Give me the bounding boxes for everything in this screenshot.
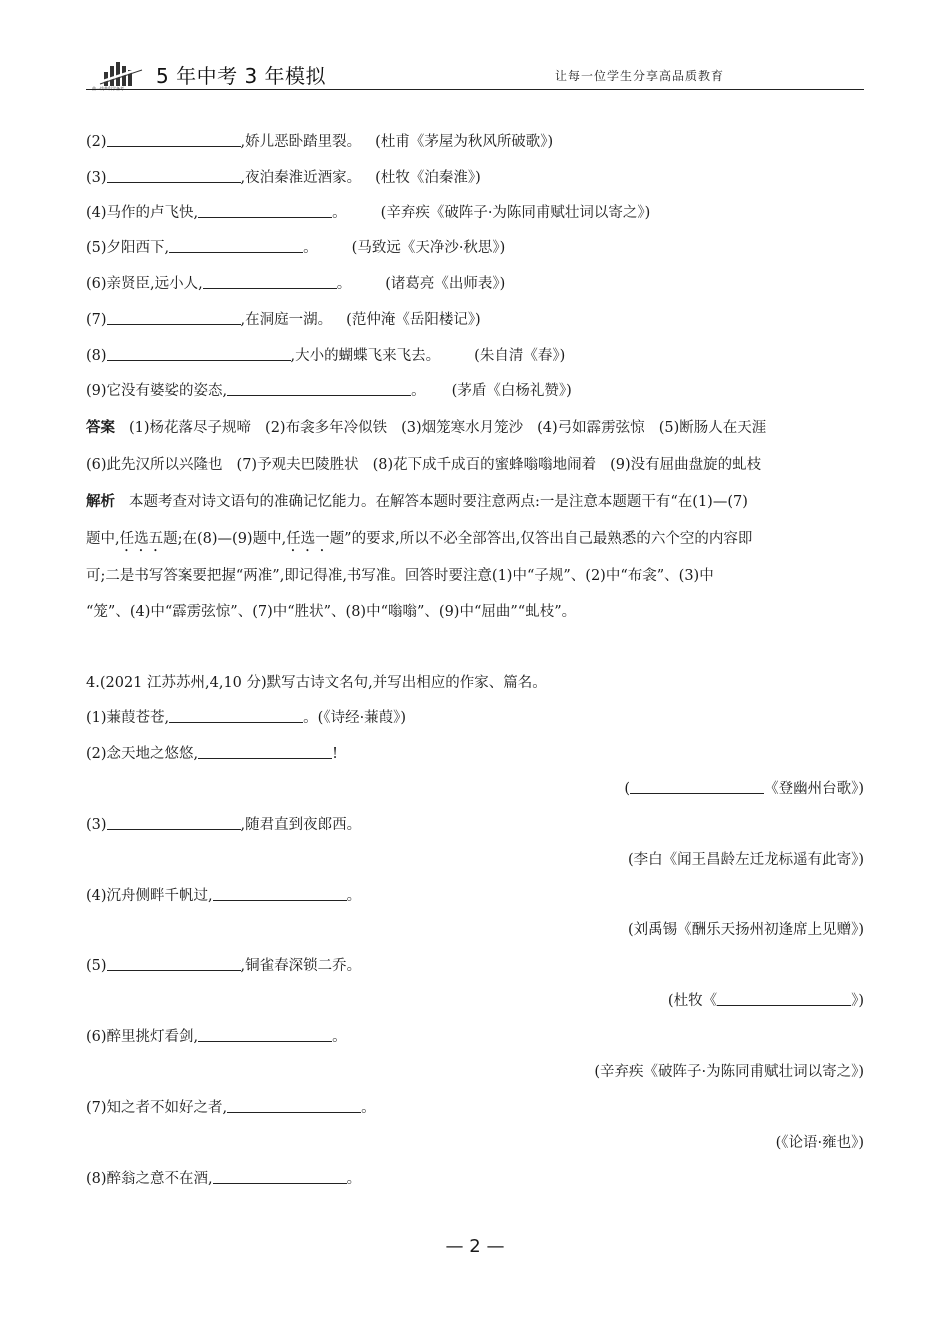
answer-line-2: (6)此先汉所以兴隆也 (7)予观夫巴陵胜状 (8)花下成千成百的蜜蜂嗡嗡地闹着 (9)没有屈曲盘旋的虬枝 [86,457,762,473]
slogan: 让每一位学生分享高品质教育 [554,69,724,83]
answer-blank[interactable] [203,274,337,289]
answer-blank[interactable] [213,886,347,901]
bar-chart-icon [98,58,144,88]
q4-title: 4.(2021 江苏苏州,4,10 分)默写古诗文名句,并写出相应的作家、篇名。 [86,675,547,691]
q4-item-6-source: (辛弃疾《破阵子·为陈同甫赋壮词以寄之》) [594,1064,864,1080]
q4-item-4: (4)沉舟侧畔千帆过, 。 [86,888,362,904]
analysis-line-4: “笼”、(4)中“霹雳弦惊”、(7)中“胜状”、(8)中“嗡嗡”、(9)中“屈曲”“虬枝”。 [86,604,577,620]
answer-blank[interactable] [198,1027,332,1042]
author-blank[interactable] [630,779,764,794]
answer-blank[interactable] [198,203,332,218]
q4-item-5-source: (杜牧《 》) [667,993,864,1009]
answer-blank[interactable] [107,815,241,830]
brand-title: 5 年中考 3 年模拟 [156,64,327,88]
q4-item-8: (8)醉翁之意不在酒, 。 [86,1171,362,1187]
answer-blank[interactable] [107,310,241,325]
q3-item-6: (6)亲贤臣,远小人, 。 (诸葛亮《出师表》) [86,276,506,292]
header-rule [86,89,864,90]
q3-item-7: (7) ,在洞庭一湖。 (范仲淹《岳阳楼记》) [86,312,481,328]
answer-blank[interactable] [169,708,303,723]
analysis-label: 解析 [86,494,115,510]
analysis-line-3: 可;二是书写答案要把握“两准”,即记得准,书写准。回答时要注意(1)中“子规”、(2)中“布衾”、(3)中 [86,568,714,584]
answer-blank[interactable] [107,132,241,147]
q3-item-8: (8) ,大小的蝴蝶飞来飞去。 (朱自清《春》) [86,348,566,364]
q3-item-3: (3) ,夜泊秦淮近酒家。 (杜牧《泊秦淮》) [86,170,481,186]
q4-item-7: (7)知之者不如好之者, 。 [86,1100,376,1116]
q4-item-3: (3) ,随君直到夜郎西。 [86,817,362,833]
q4-item-5: (5) ,铜雀春深锁二乔。 [86,958,362,974]
q4-item-7-source: (《论语·雍也》) [775,1135,864,1151]
emphasis-text: 任选一 [286,531,330,547]
answer-blank[interactable] [107,956,241,971]
answer-label: 答案 [86,420,115,436]
emphasis-text: 任选五 [119,531,164,547]
q4-item-3-source: (李白《闻王昌龄左迁龙标遥有此寄》) [627,852,864,868]
q3-item-9: (9)它没有婆娑的姿态, 。 (茅盾《白杨礼赞》) [86,383,572,399]
answer-blank[interactable] [227,381,411,396]
analysis-line-2: 题中,任选五题;在(8)—(9)题中,任选一题”的要求,所以不必全部答出,仅答出自己最熟悉的六个空的内容即 [86,531,753,547]
answer-line-1: 答案 (1)杨花落尽子规啼 (2)布衾多年冷似铁 (3)烟笼寒水月笼沙 (4)弓如霹雳弦惊 (5)断肠人在天涯 [86,420,767,436]
page-number: — 2 — [445,1236,505,1257]
answer-blank[interactable] [213,1169,347,1184]
q3-item-2: (2) ,娇儿恶卧踏里裂。 (杜甫《茅屋为秋风所破歌》) [86,134,554,150]
logo-text: 曲一线®科学备考 [92,86,124,91]
q4-item-1: (1)蒹葭苍苍, 。(《诗经·蒹葭》) [86,710,407,726]
q4-item-6: (6)醉里挑灯看剑, 。 [86,1029,347,1045]
page-header [86,52,864,94]
title-blank[interactable] [717,991,851,1006]
analysis-line-1: 解析 本题考查对诗文语句的准确记忆能力。在解答本题时要注意两点:一是注意本题题干有“在(1)—(7) [86,494,748,510]
answer-blank[interactable] [198,744,332,759]
answer-blank[interactable] [227,1098,361,1113]
q4-item-2: (2)念天地之悠悠, ! [86,746,338,762]
q4-item-4-source: (刘禹锡《酬乐天扬州初逢席上见赠》) [627,922,864,938]
answer-blank[interactable] [107,346,291,361]
q3-item-5: (5)夕阳西下, 。 (马致远《天净沙·秋思》) [86,240,506,256]
answer-blank[interactable] [169,238,303,253]
q3-item-4: (4)马作的卢飞快, 。 (辛弃疾《破阵子·为陈同甫赋壮词以寄之》) [86,205,651,221]
answer-blank[interactable] [107,168,241,183]
q4-item-2-source: ( 《登幽州台歌》) [624,781,864,797]
